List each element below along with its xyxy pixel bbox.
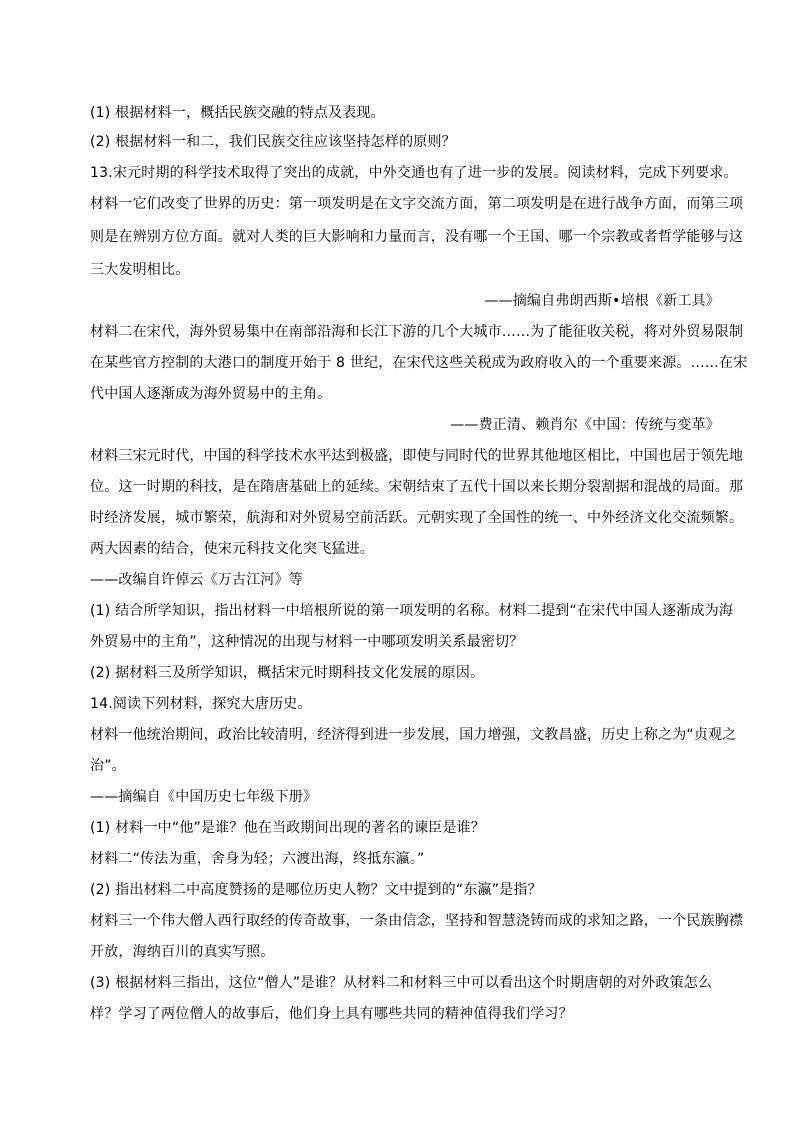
question-13-1-line-1: (1) 结合所学知识，指出材料一中培根所说的第一项发明的名称。材料二提到“在宋代中国人逐渐成为海 <box>90 603 734 619</box>
question-1-line: (1) 根据材料一，概括民族交融的特点及表现。 <box>90 105 385 121</box>
material-2-line-2: 在某些官方控制的大港口的制度开始于 8 世纪，在宋代这些关税成为政府收入的一个重要来源。……在宋 <box>90 355 748 371</box>
question-13-2-line: (2) 据材料三及所学知识，概括宋元时期科技文化发展的原因。 <box>90 665 485 681</box>
q14-material-1-line-2: 治”。 <box>90 758 126 774</box>
question-2-line: (2) 根据材料一和二，我们民族交往应该坚持怎样的原则？ <box>90 134 456 150</box>
material-3-line-4: 两大因素的结合，使宋元科技文化突飞猛进。 <box>90 541 374 557</box>
q14-material-3-line-1: 材料三一个伟大僧人西行取经的传奇故事，一条由信念，坚持和智慧浇铸而成的求知之路，一个民族胸襟 <box>90 913 744 929</box>
material-1-line-1: 材料一它们改变了世界的历史：第一项发明是在文字交流方面，第二项发明是在进行战争方面，而第三项 <box>90 196 744 212</box>
material-1-line-2: 则是在辨别方位方面。就对人类的巨大影响和力量而言，没有哪一个王国、哪一个宗教或者哲学能够与这 <box>90 229 744 245</box>
q14-material-2-line: 材料二“传法为重，舍身为轻；六渡出海，终抵东瀛。” <box>90 851 425 867</box>
material-3-source: ——改编自许倬云《万古江河》等 <box>90 572 303 588</box>
question-14-2-line: (2) 指出材料二中高度赞扬的是哪位历史人物？文中提到的“东瀛”是指？ <box>90 882 542 898</box>
material-2-line-3: 代中国人逐渐成为海外贸易中的主角。 <box>90 386 332 402</box>
question-14-intro: 14.阅读下列材料，探究大唐历史。 <box>90 696 312 712</box>
question-14-3-line-1: (3) 根据材料三指出，这位“僧人”是谁？从材料二和材料三中可以看出这个时期唐朝的对外政策怎么 <box>90 975 713 991</box>
material-2-line-1: 材料二在宋代，海外贸易集中在南部沿海和长江下游的几个大城市……为了能征收关税，将对外贸易限制 <box>90 324 744 340</box>
material-1-line-3: 三大发明相比。 <box>90 262 190 278</box>
material-3-line-3: 时经济发展，城市繁荣，航海和对外贸易空前活跃。元朝实现了全国性的统一、中外经济文化交流频繁。 <box>90 510 744 526</box>
material-3-line-2: 位。这一时期的科技，是在隋唐基础上的延续。宋朝结束了五代十国以来长期分裂割据和混战的局面。那 <box>90 479 744 495</box>
q14-material-1-source: ——摘编自《中国历史七年级下册》 <box>90 789 318 805</box>
question-14-1-line: (1) 材料一中“他”是谁？他在当政期间出现的著名的谏臣是谁？ <box>90 820 485 836</box>
question-13-intro: 13.宋元时期的科学技术取得了突出的成就，中外交通也有了进一步的发展。阅读材料，完成下列要求。 <box>90 165 738 181</box>
material-1-source: ——摘编自弗朗西斯•培根《新工具》 <box>484 293 720 309</box>
material-2-source: ——费正清、赖肖尔《中国：传统与变革》 <box>450 417 720 433</box>
question-14-3-line-2: 样？学习了两位僧人的故事后，他们身上具有哪些共同的精神值得我们学习？ <box>90 1006 573 1022</box>
material-3-line-1: 材料三宋元时代，中国的科学技术水平达到极盛，即使与同时代的世界其他地区相比，中国也居于领先地 <box>90 448 744 464</box>
q14-material-3-line-2: 开放，海纳百川的真实写照。 <box>90 944 275 960</box>
q14-material-1-line-1: 材料一他统治期间，政治比较清明，经济得到进一步发展，国力增强，文教昌盛，历史上称之为“贞观之 <box>90 727 737 743</box>
question-13-1-line-2: 外贸易中的主角”，这种情况的出现与材料一中哪项发明关系最密切？ <box>90 634 524 650</box>
